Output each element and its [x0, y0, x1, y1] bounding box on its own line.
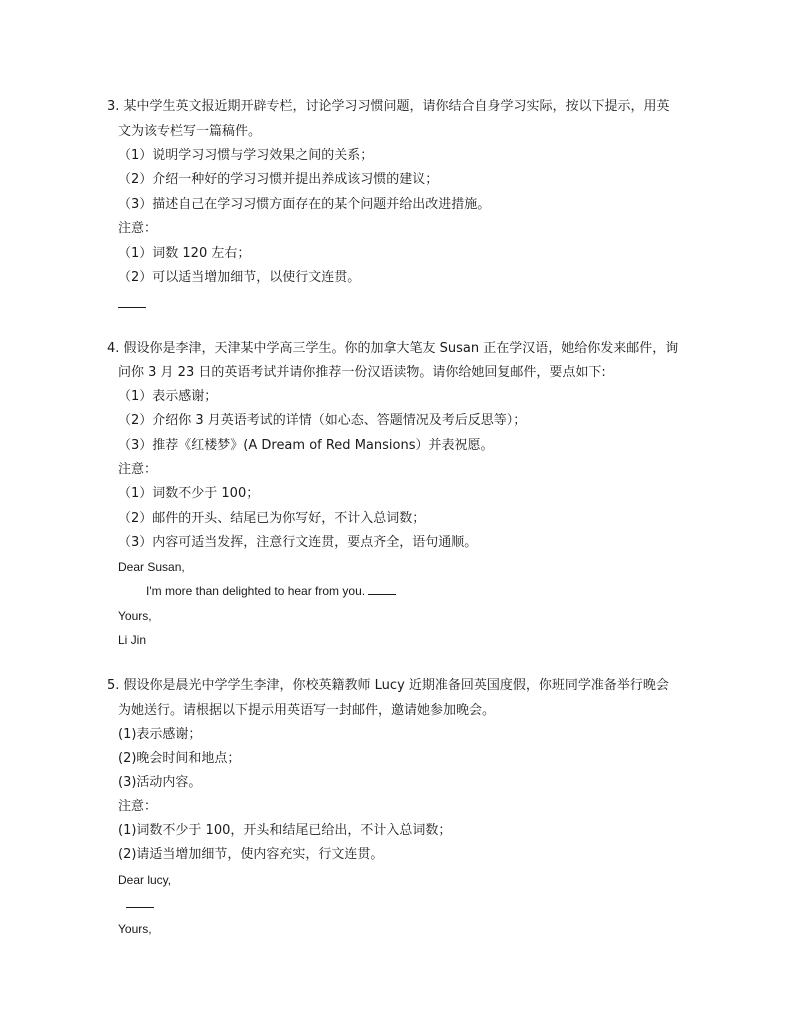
q3-note-2: （2）可以适当增加细节，以使行文连贯。	[118, 270, 361, 285]
q4-point-3: （3）推荐《红楼梦》(A Dream of Red Mansions）并表祝愿。	[118, 438, 494, 453]
q5-note-2: (2)请适当增加细节，使内容充实，行文连贯。	[118, 847, 384, 862]
q5-point-3: (3)活动内容。	[118, 775, 202, 790]
q4-salutation: Dear Susan,	[118, 560, 185, 574]
q5-prompt-line-2: 为她送行。请根据以下提示用英语写一封邮件，邀请她参加晚会。	[118, 703, 496, 718]
q3-prompt-line-1: 3. 某中学生英文报近期开辟专栏，讨论学习习惯问题，请你结合自身学习实际，按以下提示，用英	[107, 99, 670, 114]
q5-point-2: (2)晚会时间和地点；	[118, 751, 241, 766]
q4-opening-text: I'm more than delighted to hear from you.	[146, 584, 366, 598]
q3-note-label: 注意：	[118, 221, 158, 236]
q4-signature: Li Jin	[118, 633, 147, 647]
q5-note-label: 注意：	[118, 799, 158, 814]
q4-prompt-line-1: 4. 假设你是李津，天津某中学高三学生。你的加拿大笔友 Susan 正在学汉语，她给你发来邮件，询	[107, 341, 679, 356]
q4-closing: Yours,	[118, 609, 152, 623]
q4-note-label: 注意：	[118, 462, 158, 477]
q5-note-1: (1)词数不少于 100，开头和结尾已给出，不计入总词数；	[118, 823, 452, 838]
q5-answer-blank[interactable]	[126, 896, 154, 914]
q4-answer-blank[interactable]	[368, 584, 396, 595]
q5-closing: Yours,	[118, 922, 152, 936]
q3-note-1: （1）词数 120 左右；	[118, 246, 251, 261]
q3-point-2: （2）介绍一种好的学习习惯并提出养成该习惯的建议；	[118, 172, 439, 187]
q4-prompt-line-2: 问你 3 月 23 日的英语考试并请你推荐一份汉语读物。请你给她回复邮件，要点如下:	[118, 365, 606, 380]
q5-point-1: (1)表示感谢；	[118, 727, 202, 742]
q5-prompt-line-1: 5. 假设你是晨光中学学生李津，你校英籍教师 Lucy 近期准备回英国度假，你班同学准备举行晚会	[107, 678, 669, 693]
q4-note-2: （2）邮件的开头、结尾已为你写好，不计入总词数；	[118, 511, 426, 526]
q4-letter-opening	[146, 582, 396, 600]
q3-point-3: （3）描述自己在学习习惯方面存在的某个问题并给出改进措施。	[118, 197, 491, 212]
q3-answer-blank[interactable]	[118, 296, 146, 314]
q4-note-1: （1）词数不少于 100；	[118, 486, 260, 501]
q4-note-3: （3）内容可适当发挥，注意行文连贯，要点齐全，语句通顺。	[118, 535, 478, 550]
q4-point-2: （2）介绍你 3 月英语考试的详情（如心态、答题情况及考后反思等）；	[118, 413, 527, 428]
q3-point-1: （1）说明学习习惯与学习效果之间的关系；	[118, 148, 374, 163]
q4-point-1: （1）表示感谢；	[118, 389, 218, 404]
q5-salutation: Dear lucy,	[118, 873, 172, 887]
q3-prompt-line-2: 文为该专栏写一篇稿件。	[118, 124, 262, 139]
